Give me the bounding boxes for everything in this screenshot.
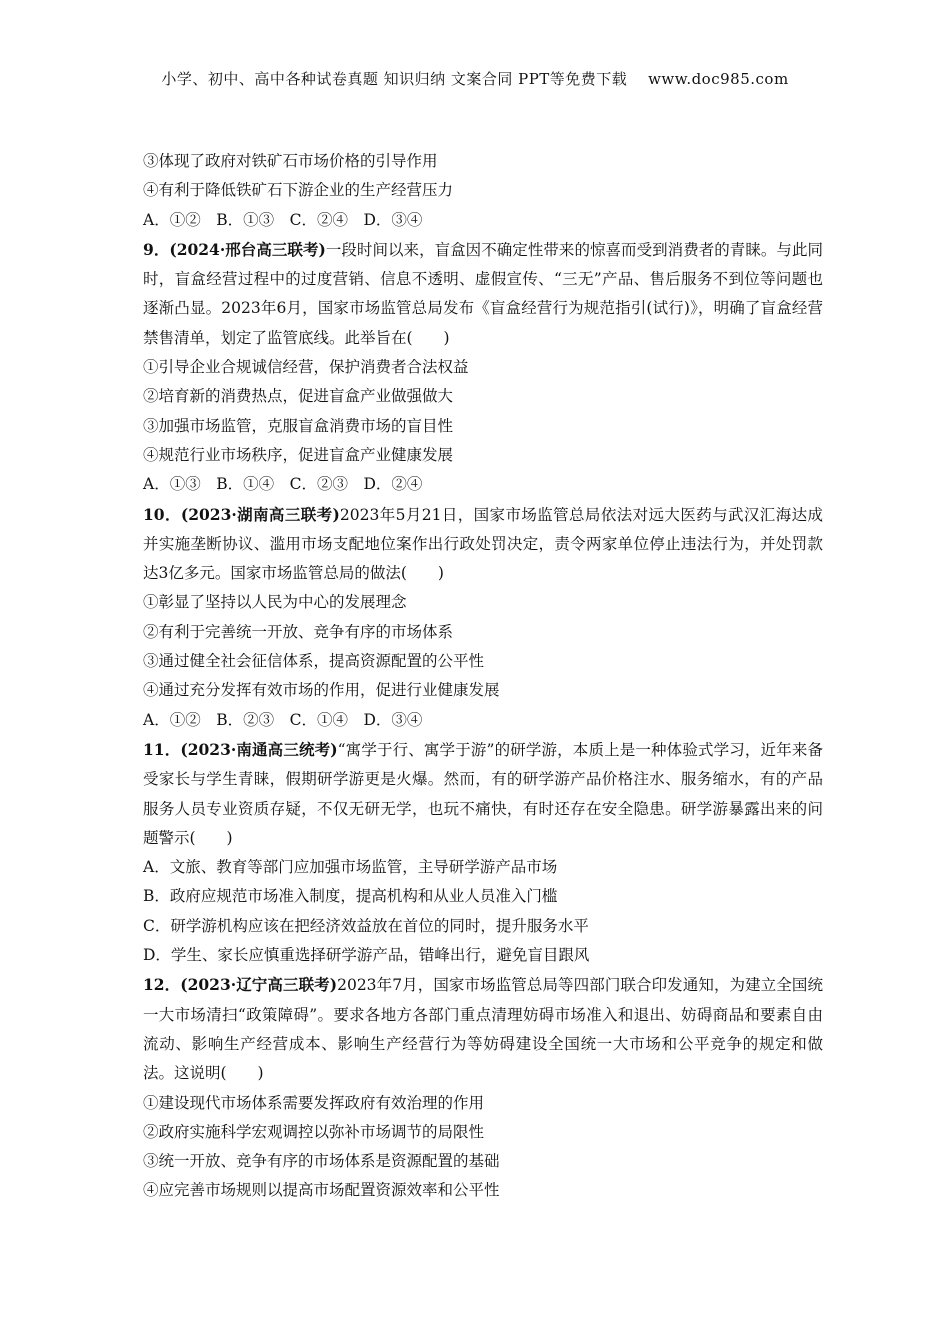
question-11-option-a: A．文旅、教育等部门应加强市场监管，主导研学游产品市场 — [143, 858, 558, 877]
exam-content — [143, 147, 823, 1206]
question-9-choices: A．①③ B．①④ C．②③ D．②④ — [143, 475, 423, 494]
question-10-item-4: ④通过充分发挥有效市场的作用，促进行业健康发展 — [143, 681, 500, 700]
question-9-stem — [143, 235, 823, 353]
question-9-item-4: ④规范行业市场秩序，促进盲盒产业健康发展 — [143, 445, 454, 464]
question-10-item-3: ③通过健全社会征信体系，提高资源配置的公平性 — [143, 652, 485, 671]
question-11-option-d: D．学生、家长应慎重选择研学游产品，错峰出行，避免盲目跟风 — [143, 946, 590, 965]
question-9-item-2: ②培育新的消费热点，促进盲盒产业做强做大 — [143, 387, 454, 406]
question-9-item-3: ③加强市场监管，克服盲盒消费市场的盲目性 — [143, 416, 454, 435]
question-11-stem — [143, 735, 823, 853]
question-12-stem — [143, 970, 823, 1088]
question-10-stem — [143, 500, 823, 589]
question-12-item-4: ④应完善市场规则以提高市场配置资源效率和公平性 — [143, 1181, 500, 1200]
page-header[interactable]: 小学、初中、高中各种试卷真题 知识归纳 文案合同 PPT等免费下载 www.doc985.com — [161, 70, 789, 88]
question-9-number: 9． — [143, 239, 170, 259]
question-9-item-1: ①引导企业合规诚信经营，保护消费者合法权益 — [143, 358, 469, 377]
question-11-source: (2023·南通高三统考) — [180, 739, 338, 759]
question-12-source: (2023·辽宁高三联考) — [180, 975, 338, 995]
prev-item-3: ③体现了政府对铁矿石市场价格的引导作用 — [143, 152, 438, 170]
question-12-item-2: ②政府实施科学宏观调控以弥补市场调节的局限性 — [143, 1122, 485, 1141]
question-9-source: (2024·邢台高三联考) — [169, 239, 326, 259]
question-11-option-b: B．政府应规范市场准入制度，提高机构和从业人员准入门槛 — [143, 887, 558, 906]
question-10-choices: A．①② B．②③ C．①④ D．③④ — [143, 710, 423, 729]
prev-choices: A．①② B．①③ C．②④ D．③④ — [143, 210, 423, 229]
question-11-option-c: C．研学游机构应该在把经济效益放在首位的同时，提升服务水平 — [143, 916, 589, 935]
question-12-number: 12． — [143, 975, 181, 995]
question-10-text: 2023年5月21日，国家市场监管总局依法对远大医药与武汉汇海达成并实施垄断协议、滥用市场支配地位案作出行政处罚决定，责令两家单位停止违法行为，并处罚款达3亿多元。国家市场监管总局的做法( ) — [143, 505, 823, 583]
question-12-item-1: ①建设现代市场体系需要发挥政府有效治理的作用 — [143, 1093, 485, 1112]
question-11-number: 11． — [143, 739, 181, 759]
question-11-text: “寓学于行、寓学于游”的研学游，本质上是一种体验式学习，近年来备受家长与学生青睐，假期研学游更是火爆。然而，有的研学游产品价格注水、服务缩水，有的产品服务人员专业资质存疑，不仅无研无学，也玩不痛快，有时还存在安全隐患。研学游暴露出来的问题警示( ) — [143, 740, 823, 847]
question-12-text: 2023年7月，国家市场监管总局等四部门联合印发通知，为建立全国统一大市场清扫“政策障碍”。要求各地方各部门重点清理妨碍市场准入和退出、妨碍商品和要素自由流动、影响生产经营成本、影响生产经营行为等妨碍建设全国统一大市场和公平竞争的规定和做法。这说明( ) — [143, 976, 823, 1083]
question-12-item-3: ③统一开放、竞争有序的市场体系是资源配置的基础 — [143, 1152, 500, 1171]
question-10-item-1: ①彰显了坚持以人民为中心的发展理念 — [143, 593, 407, 612]
question-10-number: 10． — [143, 504, 181, 524]
prev-item-4: ④有利于降低铁矿石下游企业的生产经营压力 — [143, 181, 454, 200]
question-10-source: (2023·湖南高三联考) — [180, 504, 340, 524]
question-10-item-2: ②有利于完善统一开放、竞争有序的市场体系 — [143, 622, 454, 641]
question-9-text: 一段时间以来，盲盒因不确定性带来的惊喜而受到消费者的青睐。与此同时，盲盒经营过程中的过度营销、信息不透明、虚假宣传、“三无”产品、售后服务不到位等问题也逐渐凸显。2023年6月，国家市场监管总局发布《盲盒经营行为规范指引(试行)》，明确了盲盒经营禁售清单，划定了监管底线。此举旨在( ) — [143, 240, 823, 347]
